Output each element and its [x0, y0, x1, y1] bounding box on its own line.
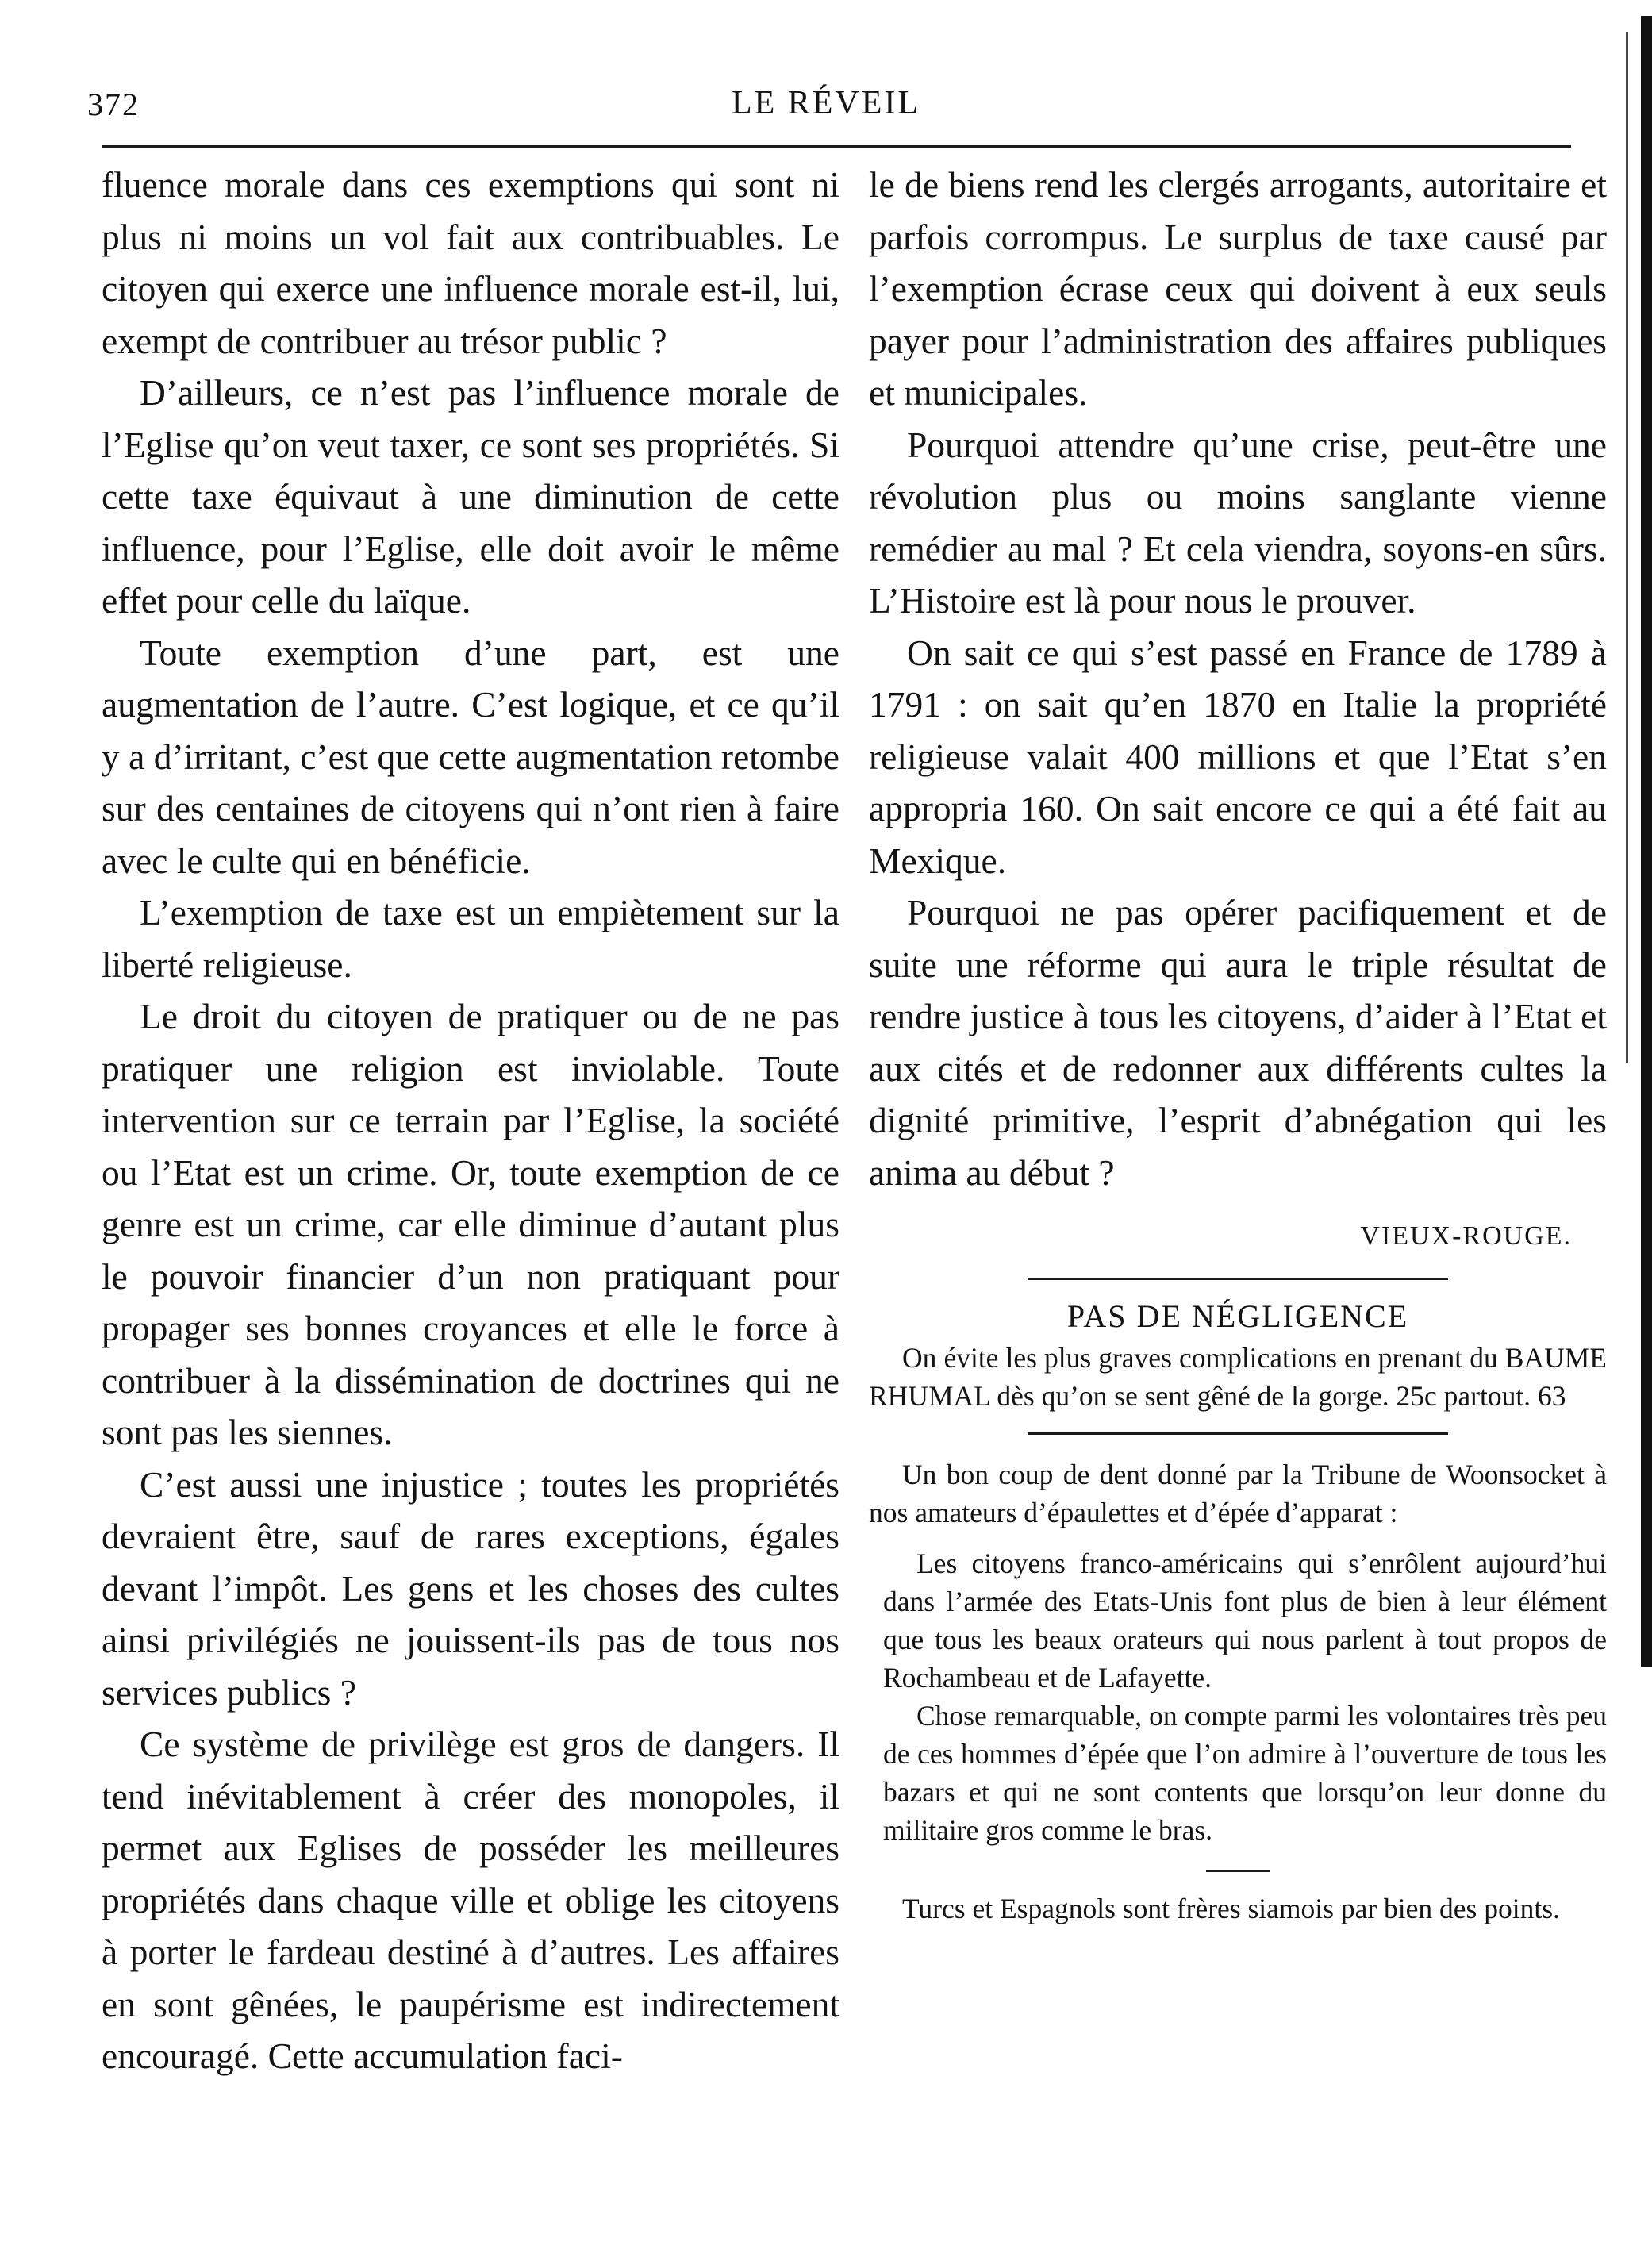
- closing-note: Turcs et Espagnols sont frères siamois par bien des points.: [902, 1893, 1560, 1924]
- page-header: [0, 0, 1652, 159]
- article-paragraph: L’exemption de taxe est un empiètement sur la liberté religieuse.: [102, 892, 839, 985]
- notice-body: On évite les plus graves complications en prenant du BAUME RHUMAL dès qu’on se sent gêné de la gorge. 25c partout.: [869, 1342, 1607, 1412]
- article-paragraph: Toute exemption d’une part, est une augmentation de l’autre. C’est logique, et ce qu’il y a d’irritant, c’est que cette augmentation retombe sur des centaines de citoyens qui n’ont rien à faire avec le culte qui en bénéficie.: [102, 632, 839, 881]
- notice-ref: 63: [1537, 1380, 1566, 1412]
- section-rule: [1028, 1278, 1448, 1280]
- article-paragraph: Ce système de privilège est gros de dangers. Il tend inévitablement à créer des monopoles, il permet aux Eglises de posséder les meilleures propriétés dans chaque ville et oblige les citoyens à porter le fardeau destiné à d’autres. Les affaires en sont gênées, le paupérisme est indirectement encouragé. Cette accumulation faci-: [102, 1724, 839, 2076]
- quote-paragraph: Les citoyens franco-américains qui s’enrôlent aujourd’hui dans l’armée des Etats-Unis font plus de bien à leur élément que tous les beaux orateurs qui nous parlent à tout propos de Rochambeau et de Lafayette.: [883, 1547, 1607, 1693]
- right-column: [869, 159, 1607, 1928]
- section-rule: [1028, 1432, 1448, 1435]
- article-paragraph: le de biens rend les clergés arrogants, autoritaire et parfois corrompus. Le surplus de taxe causé par l’exemption écrase ceux qui doivent à eux seuls payer pour l’administration des affaires publiques et municipales.: [869, 164, 1607, 413]
- separator-rule: [1206, 1870, 1270, 1872]
- article-signature: VIEUX-ROUGE.: [1360, 1221, 1572, 1251]
- quote-paragraph: Chose remarquable, on compte parmi les volontaires très peu de ces hommes d’épée que l’on admire à l’ouverture de tous les bazars et qui ne sont contents que lorsqu’on leur donne du militaire gros comme le bras.: [883, 1700, 1607, 1846]
- article-paragraph: fluence morale dans ces exemptions qui sont ni plus ni moins un vol fait aux contribuables. Le citoyen qui exerce une influence morale est-il, lui, exempt de contribuer au trésor public ?: [102, 164, 839, 361]
- notice-text: [869, 1339, 1607, 1415]
- page-edge-line: [1626, 32, 1628, 1063]
- left-column: [102, 159, 839, 2082]
- page-number: 372: [87, 86, 140, 122]
- article-paragraph: D’ailleurs, ce n’est pas l’influence morale de l’Eglise qu’on veut taxer, ce sont ses propriétés. Si cette taxe équivaut à une diminution de cette influence, pour l’Eglise, elle doit avoir le même effet pour celle du laïque.: [102, 372, 839, 621]
- article-paragraph: Le droit du citoyen de pratiquer ou de ne pas pratiquer une religion est inviolable. Toute intervention sur ce terrain par l’Eglise, la société ou l’Etat est un crime. Or, toute exemption de ce genre est un crime, car elle diminue d’autant plus le pouvoir financier d’un non pratiquant pour propager ses bonnes croyances et elle le force à contribuer à la dissémination de doctrines qui ne sont pas les siennes.: [102, 996, 839, 1452]
- running-title: LE RÉVEIL: [731, 85, 921, 121]
- excerpt-intro: Un bon coup de dent donné par la Tribune de Woonsocket à nos amateurs d’épaulettes et d’épée d’apparat :: [869, 1459, 1607, 1528]
- article-paragraph: On sait ce qui s’est passé en France de 1789 à 1791 : on sait qu’en 1870 en Italie la propriété religieuse valait 400 millions et que l’Etat s’en appropria 160. On sait encore ce qui a été fait au Mexique.: [869, 632, 1607, 881]
- article-paragraph: Pourquoi ne pas opérer pacifiquement et de suite une réforme qui aura le triple résultat de rendre justice à tous les citoyens, d’aider à l’Etat et aux cités et de redonner aux différents cultes la dignité primitive, l’esprit d’abnégation qui les anima au début ?: [869, 892, 1607, 1193]
- article-paragraph: Pourquoi attendre qu’une crise, peut-être une révolution plus ou moins sanglante vienne remédier au mal ? Et cela viendra, soyons-en sûrs. L’Histoire est là pour nous le prouver.: [869, 424, 1607, 621]
- notice-title: PAS DE NÉGLIGENCE: [1066, 1298, 1409, 1334]
- excerpt-quote: [869, 1544, 1607, 1849]
- header-rule: [102, 145, 1571, 148]
- article-paragraph: C’est aussi une injustice ; toutes les propriétés devraient être, sauf de rares exceptions, égales devant l’impôt. Les gens et les choses des cultes ainsi privilégiés ne jouissent-ils pas de tous nos services publics ?: [102, 1463, 839, 1713]
- page-edge-shadow: [1641, 16, 1652, 1667]
